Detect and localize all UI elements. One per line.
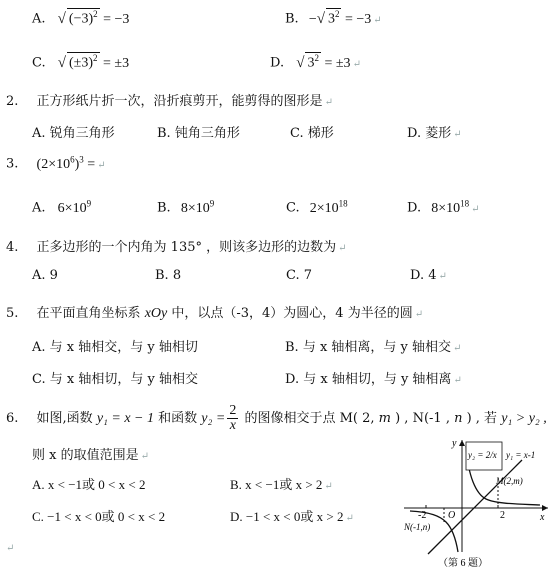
q3-stem bbox=[6, 154, 106, 173]
return-mark-icon: ↵ bbox=[352, 58, 361, 70]
label-origin: O bbox=[448, 510, 456, 521]
q6-option-d[interactable] bbox=[230, 506, 354, 525]
q3-option-c[interactable] bbox=[286, 198, 348, 217]
y-axis-arrow-icon bbox=[459, 440, 465, 446]
return-mark-icon: ↵ bbox=[373, 14, 382, 26]
question-number: 3. bbox=[6, 156, 19, 172]
option-label: C. bbox=[32, 55, 46, 71]
text-segment: ) , 若 bbox=[462, 411, 502, 426]
q4-option-c[interactable]: C. 7 bbox=[286, 268, 313, 283]
radicand: (−3) bbox=[68, 11, 94, 27]
figure-caption: （第 6 题） bbox=[438, 558, 488, 569]
return-mark-icon: ↵ bbox=[97, 159, 106, 171]
exponent: 2 bbox=[334, 9, 340, 19]
label-y1: y₁ = x-1 bbox=[506, 450, 536, 460]
q5-option-b[interactable] bbox=[285, 336, 461, 355]
label-y2: y₂ = 2/x bbox=[468, 450, 497, 460]
mantissa: 2×10 bbox=[309, 200, 339, 216]
exponent: 9 bbox=[209, 198, 215, 208]
q6-option-b[interactable] bbox=[230, 474, 333, 493]
q3-option-b[interactable] bbox=[157, 198, 214, 217]
minus-sign: − bbox=[308, 11, 317, 27]
return-mark-icon: ↵ bbox=[453, 129, 462, 140]
option-text: D. 与 x 轴相切，与 y 轴相离 bbox=[285, 372, 452, 387]
question-text: 正方形纸片折一次，沿折痕剪开，能剪得的图形是 bbox=[36, 94, 323, 109]
equals-sign: = bbox=[87, 156, 96, 172]
q6-option-c[interactable]: C. −1 < x < 0或 0 < x < 2 bbox=[32, 509, 166, 524]
question-text-post: 中，以点（-3，4）为圆心，4 为半径的圆 bbox=[167, 306, 413, 321]
numerator: 2 bbox=[229, 403, 237, 418]
question-text-pre: 在平面直角坐标系 bbox=[36, 306, 145, 321]
option-text: D. 菱形 bbox=[407, 126, 452, 141]
question-number: 2. bbox=[6, 94, 19, 109]
label-point-m: M(2,m) bbox=[496, 476, 523, 486]
base: (2×10 bbox=[36, 156, 71, 172]
return-mark-icon: ↵ bbox=[338, 243, 347, 254]
q1-option-a[interactable] bbox=[32, 8, 129, 28]
x-axis-arrow-icon bbox=[542, 505, 548, 511]
radical-icon: √ bbox=[57, 10, 66, 27]
variable-m: m bbox=[378, 411, 391, 426]
radicand: 3 bbox=[307, 55, 315, 71]
mantissa: 6×10 bbox=[57, 200, 87, 216]
question-text: 则 x 的取值范围是 bbox=[32, 448, 139, 463]
radicand: (±3) bbox=[69, 55, 94, 71]
q1-option-b[interactable] bbox=[285, 8, 382, 28]
return-mark-icon: ↵ bbox=[414, 309, 424, 320]
label-tick-pos: 2 bbox=[500, 510, 505, 521]
denominator: x bbox=[229, 418, 236, 433]
condition: y₁ > y₂ , bbox=[501, 411, 547, 426]
exponent-outer: 3 bbox=[79, 154, 84, 164]
return-mark-icon: ↵ bbox=[345, 513, 354, 524]
return-mark-icon: ↵ bbox=[453, 343, 462, 354]
exponent: 2 bbox=[93, 53, 98, 63]
label-tick-neg: -2 bbox=[418, 510, 427, 521]
q5-option-a[interactable]: A. 与 x 轴相交，与 y 轴相切 bbox=[32, 340, 198, 355]
option-label: A. bbox=[32, 200, 46, 216]
exponent: 18 bbox=[338, 198, 348, 208]
return-mark-icon: ↵ bbox=[324, 97, 333, 108]
q6-stem-line2 bbox=[32, 444, 149, 463]
rhs: = ±3 bbox=[324, 55, 351, 71]
q2-option-d[interactable] bbox=[407, 122, 462, 141]
option-text: D. −1 < x < 0或 x > 2 bbox=[230, 509, 344, 524]
text-segment: ) , N(-1 , bbox=[390, 411, 455, 426]
radical-icon: √ bbox=[316, 10, 325, 27]
question-number: 5. bbox=[6, 306, 19, 321]
exponent: 2 bbox=[93, 9, 98, 19]
label-y-axis: y bbox=[452, 438, 457, 449]
line-y1 bbox=[428, 460, 522, 554]
q4-option-d[interactable] bbox=[410, 268, 447, 283]
function-y2-lhs: y₂ = bbox=[201, 411, 226, 426]
q3-option-d[interactable] bbox=[407, 198, 480, 217]
rhs: = −3 bbox=[344, 11, 372, 27]
function-y1: y₁ = x − 1 bbox=[96, 411, 155, 426]
rhs: = −3 bbox=[103, 11, 130, 27]
label-point-n: N(-1,n) bbox=[404, 522, 431, 532]
question-text: 正多边形的一个内角为 135° ，则该多边形的边数为 bbox=[36, 240, 337, 255]
q4-stem bbox=[6, 236, 347, 255]
text-segment: 和函数 bbox=[154, 411, 202, 426]
mantissa: 8×10 bbox=[431, 200, 461, 216]
radical-icon: √ bbox=[57, 54, 66, 71]
option-text: B. 与 x 轴相离，与 y 轴相交 bbox=[285, 340, 452, 355]
exponent-inner: 6 bbox=[70, 154, 75, 164]
option-label: B. bbox=[285, 11, 299, 27]
rhs: = ±3 bbox=[103, 55, 130, 71]
question-number: 4. bbox=[6, 240, 19, 255]
option-label: A. bbox=[32, 11, 46, 27]
radical-icon: √ bbox=[296, 54, 305, 71]
label-x-axis: x bbox=[540, 512, 545, 523]
q2-option-b[interactable]: B. 钝角三角形 bbox=[157, 126, 240, 141]
q2-stem bbox=[6, 90, 333, 109]
coordinate-system-name: xOy bbox=[144, 306, 168, 321]
paragraph-mark-icon: ↵ bbox=[6, 543, 15, 554]
mantissa: 8×10 bbox=[180, 200, 210, 216]
variable-n: n bbox=[454, 411, 463, 426]
return-mark-icon: ↵ bbox=[324, 481, 333, 492]
q5-stem bbox=[6, 302, 423, 322]
q5-option-d[interactable] bbox=[285, 368, 462, 387]
text-segment: 的图像相交于点 M( 2, bbox=[240, 411, 379, 426]
q2-option-c[interactable]: C. 梯形 bbox=[290, 126, 334, 141]
return-mark-icon: ↵ bbox=[438, 271, 447, 282]
option-text: D. 4 bbox=[410, 268, 437, 283]
return-mark-icon: ↵ bbox=[471, 203, 480, 215]
option-label: D. bbox=[270, 55, 285, 71]
option-label: D. bbox=[407, 200, 422, 216]
q1-option-d[interactable] bbox=[270, 52, 361, 72]
q5-option-c[interactable]: C. 与 x 轴相切，与 y 轴相交 bbox=[32, 372, 198, 387]
q3-option-a[interactable] bbox=[32, 198, 91, 217]
return-mark-icon: ↵ bbox=[453, 375, 462, 386]
fraction-2-over-x bbox=[227, 404, 238, 433]
text-segment: 如图,函数 bbox=[36, 411, 97, 426]
question-number: 6. bbox=[6, 411, 19, 426]
radicand: 3 bbox=[327, 11, 335, 27]
option-label: B. bbox=[157, 200, 171, 216]
option-label: C. bbox=[286, 200, 300, 216]
q4-option-a[interactable]: A. 9 bbox=[32, 268, 58, 283]
exponent: 9 bbox=[86, 198, 92, 208]
return-mark-icon: ↵ bbox=[140, 451, 149, 462]
q6-option-a[interactable]: A. x < −1或 0 < x < 2 bbox=[32, 477, 146, 492]
exponent: 2 bbox=[314, 53, 319, 63]
q6-figure bbox=[400, 436, 552, 570]
q2-option-a[interactable]: A. 锐角三角形 bbox=[32, 126, 115, 141]
q1-option-c[interactable] bbox=[32, 52, 129, 72]
q6-stem-line1 bbox=[6, 404, 547, 433]
close-paren: ) bbox=[74, 156, 80, 172]
exponent: 18 bbox=[460, 198, 470, 208]
q4-option-b[interactable]: B. 8 bbox=[155, 268, 182, 283]
option-text: B. x < −1或 x > 2 bbox=[230, 477, 323, 492]
